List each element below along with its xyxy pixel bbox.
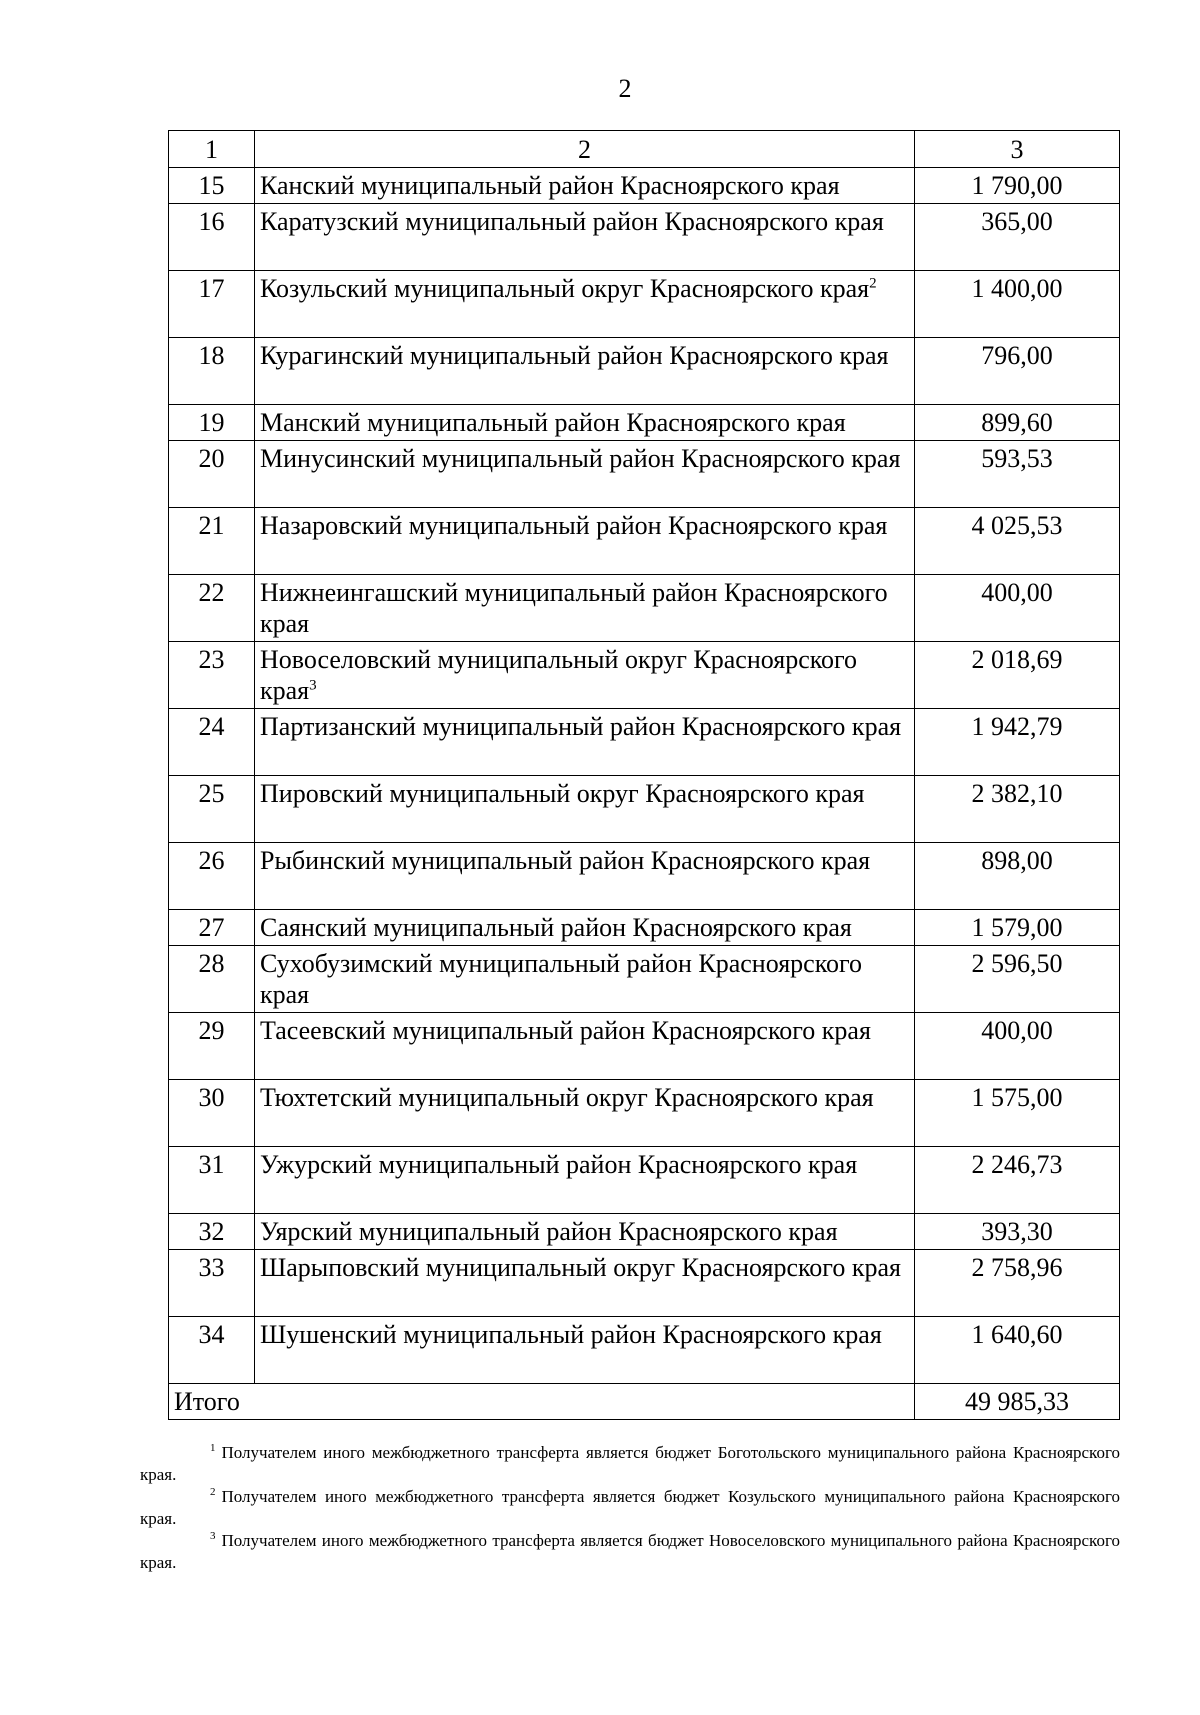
table-row <box>169 575 1120 642</box>
municipality-name: Сухобузимский муниципальный район Красноярского края <box>260 949 863 1009</box>
total-row <box>169 1384 1120 1420</box>
municipality-name-cell <box>255 271 915 338</box>
amount-cell: 1 942,79 <box>915 709 1120 776</box>
header-cell-1: 1 <box>169 131 255 168</box>
table-row <box>169 405 1120 441</box>
municipality-name: Тасеевский муниципальный район Красноярского края <box>260 1016 871 1045</box>
footnote-mark: 1 <box>210 1442 216 1455</box>
municipality-name: Саянский муниципальный район Красноярского края <box>260 913 852 942</box>
amount-cell: 2 596,50 <box>915 946 1120 1013</box>
amount-cell: 1 575,00 <box>915 1080 1120 1147</box>
municipality-name: Партизанский муниципальный район Красноярского края <box>260 712 902 741</box>
table-row <box>169 204 1120 271</box>
amount-cell: 796,00 <box>915 338 1120 405</box>
municipality-name-cell <box>255 1250 915 1317</box>
table-row <box>169 1147 1120 1214</box>
municipality-name: Уярский муниципальный район Красноярского края <box>260 1217 838 1246</box>
municipality-name: Шушенский муниципальный район Красноярского края <box>260 1320 882 1349</box>
row-number: 21 <box>169 508 255 575</box>
row-number: 32 <box>169 1214 255 1250</box>
row-number: 25 <box>169 776 255 843</box>
row-number: 16 <box>169 204 255 271</box>
municipality-name: Рыбинский муниципальный район Красноярского края <box>260 846 871 875</box>
municipality-name-cell <box>255 1317 915 1384</box>
row-number: 22 <box>169 575 255 642</box>
row-number: 33 <box>169 1250 255 1317</box>
footnote <box>140 1486 1120 1530</box>
municipality-name-cell <box>255 204 915 271</box>
municipality-name-cell <box>255 776 915 843</box>
table-row <box>169 1317 1120 1384</box>
municipality-name: Шарыповский муниципальный округ Красноярского края <box>260 1253 901 1282</box>
row-number: 27 <box>169 910 255 946</box>
municipality-name: Манский муниципальный район Красноярского края <box>260 408 846 437</box>
row-number: 24 <box>169 709 255 776</box>
municipality-name-cell <box>255 405 915 441</box>
transfer-table <box>168 130 1120 1420</box>
row-number: 34 <box>169 1317 255 1384</box>
table-row <box>169 776 1120 843</box>
row-number: 29 <box>169 1013 255 1080</box>
row-number: 18 <box>169 338 255 405</box>
municipality-name-cell <box>255 1013 915 1080</box>
municipality-name: Минусинский муниципальный район Красноярского края <box>260 444 901 473</box>
footnote-reference: 2 <box>869 275 877 292</box>
municipality-name-cell <box>255 709 915 776</box>
municipality-name: Нижнеингашский муниципальный район Красноярского края <box>260 578 888 638</box>
row-number: 26 <box>169 843 255 910</box>
municipality-name-cell <box>255 508 915 575</box>
amount-cell: 393,30 <box>915 1214 1120 1250</box>
amount-cell: 2 758,96 <box>915 1250 1120 1317</box>
municipality-name-cell <box>255 168 915 204</box>
page-number: 2 <box>618 74 632 103</box>
footnote-text: Получателем иного межбюджетного трансферта является бюджет Боготольского муниципального района Красноярского края. <box>140 1443 1120 1484</box>
footnote-text: Получателем иного межбюджетного трансферта является бюджет Козульского муниципального района Красноярского края. <box>140 1487 1120 1528</box>
municipality-name-cell <box>255 946 915 1013</box>
row-number: 15 <box>169 168 255 204</box>
total-value: 49 985,33 <box>915 1384 1120 1420</box>
table-row <box>169 271 1120 338</box>
table-row <box>169 946 1120 1013</box>
row-number: 20 <box>169 441 255 508</box>
municipality-name-cell <box>255 1080 915 1147</box>
amount-cell: 593,53 <box>915 441 1120 508</box>
amount-cell: 365,00 <box>915 204 1120 271</box>
table-row <box>169 1250 1120 1317</box>
table-row <box>169 910 1120 946</box>
header-cell-2: 2 <box>255 131 915 168</box>
header-cell-3: 3 <box>915 131 1120 168</box>
total-label: Итого <box>169 1384 915 1420</box>
table-row <box>169 508 1120 575</box>
municipality-name-cell <box>255 642 915 709</box>
municipality-name-cell <box>255 1147 915 1214</box>
row-number: 28 <box>169 946 255 1013</box>
amount-cell: 400,00 <box>915 575 1120 642</box>
amount-cell: 2 018,69 <box>915 642 1120 709</box>
municipality-name: Тюхтетский муниципальный округ Красноярского края <box>260 1083 874 1112</box>
municipality-name: Козульский муниципальный округ Красноярского края <box>260 274 870 303</box>
municipality-name-cell <box>255 843 915 910</box>
footnote <box>140 1530 1120 1574</box>
municipality-name: Новоселовский муниципальный округ Красноярского края <box>260 645 858 705</box>
municipality-name: Каратузский муниципальный район Красноярского края <box>260 207 884 236</box>
row-number: 19 <box>169 405 255 441</box>
row-number: 23 <box>169 642 255 709</box>
table-row <box>169 338 1120 405</box>
table-row <box>169 441 1120 508</box>
table-row <box>169 1080 1120 1147</box>
amount-cell: 2 382,10 <box>915 776 1120 843</box>
municipality-name: Назаровский муниципальный район Красноярского края <box>260 511 888 540</box>
municipality-name-cell <box>255 575 915 642</box>
amount-cell: 400,00 <box>915 1013 1120 1080</box>
municipality-name: Канский муниципальный район Красноярского края <box>260 171 840 200</box>
footnotes <box>140 1442 1120 1574</box>
amount-cell: 2 246,73 <box>915 1147 1120 1214</box>
footnote-reference: 3 <box>309 677 317 694</box>
table-row <box>169 1013 1120 1080</box>
table-row <box>169 843 1120 910</box>
footnote-mark: 2 <box>210 1486 216 1499</box>
amount-cell: 1 790,00 <box>915 168 1120 204</box>
table-row <box>169 1214 1120 1250</box>
municipality-name: Курагинский муниципальный район Красноярского края <box>260 341 889 370</box>
municipality-name-cell <box>255 910 915 946</box>
municipality-name: Пировский муниципальный округ Красноярского края <box>260 779 865 808</box>
amount-cell: 1 640,60 <box>915 1317 1120 1384</box>
table-row <box>169 709 1120 776</box>
municipality-name: Ужурский муниципальный район Красноярского края <box>260 1150 858 1179</box>
municipality-name-cell <box>255 441 915 508</box>
municipality-name-cell <box>255 338 915 405</box>
municipality-name-cell <box>255 1214 915 1250</box>
amount-cell: 1 400,00 <box>915 271 1120 338</box>
table-header-row <box>169 131 1120 168</box>
footnote-mark: 3 <box>210 1530 216 1543</box>
row-number: 17 <box>169 271 255 338</box>
row-number: 31 <box>169 1147 255 1214</box>
footnote-text: Получателем иного межбюджетного трансферта является бюджет Новоселовского муниципального района Красноярского края. <box>140 1531 1120 1572</box>
amount-cell: 1 579,00 <box>915 910 1120 946</box>
table-row <box>169 168 1120 204</box>
row-number: 30 <box>169 1080 255 1147</box>
amount-cell: 4 025,53 <box>915 508 1120 575</box>
table-row <box>169 642 1120 709</box>
amount-cell: 899,60 <box>915 405 1120 441</box>
footnote <box>140 1442 1120 1486</box>
amount-cell: 898,00 <box>915 843 1120 910</box>
